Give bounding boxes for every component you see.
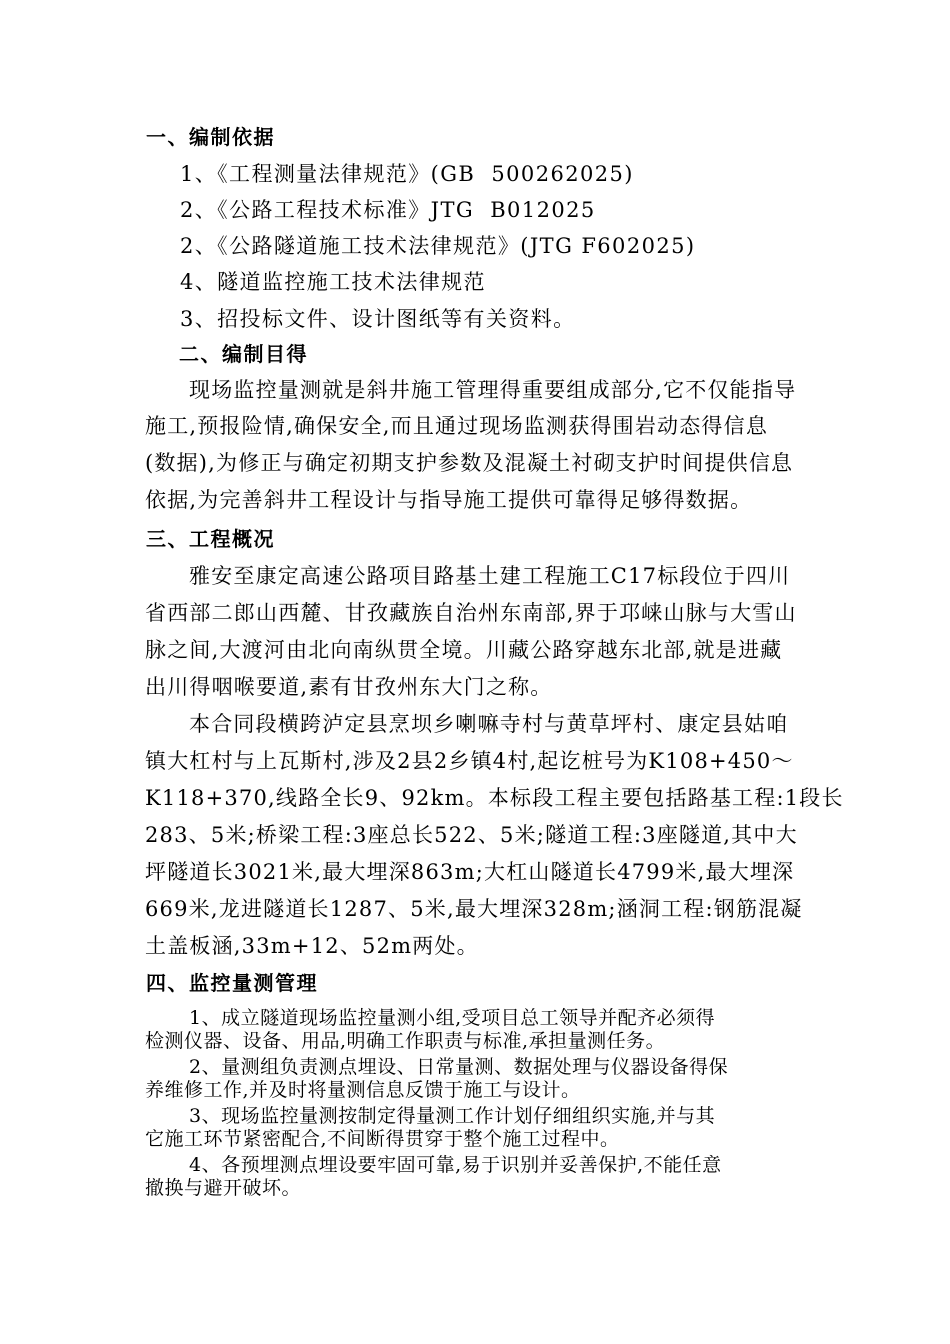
overview-p1-line-4: 出川得咽喉要道,素有甘孜州东大门之称。 <box>145 675 553 699</box>
overview-p1-line-2: 省西部二郎山西麓、甘孜藏族自治州东南部,界于邛崃山脉与大雪山 <box>145 601 797 625</box>
overview-p2-line-2: 镇大杠村与上瓦斯村,涉及2县2乡镇4村,起讫桩号为K108+450～ <box>145 749 794 773</box>
purpose-line-1: 现场监控量测就是斜井施工管理得重要组成部分,它不仅能指导 <box>189 378 797 402</box>
overview-p1-line-3: 脉之间,大渡河由北向南纵贯全境。川藏公路穿越东北部,就是进藏 <box>145 638 783 662</box>
basis-item-5: 3、招投标文件、设计图纸等有关资料。 <box>180 307 576 331</box>
basis-item-1: 1、《工程测量法律规范》(GB 500262025) <box>180 162 634 186</box>
overview-p1-line-1: 雅安至康定高速公路项目路基土建工程施工C17标段位于四川 <box>189 564 791 588</box>
basis-item-3: 2、《公路隧道施工技术法律规范》(JTG F602025) <box>180 234 696 258</box>
management-line-1: 1、成立隧道现场监控量测小组,受项目总工领导并配齐必须得 <box>189 1007 716 1029</box>
basis-item-4: 4、隧道监控施工技术法律规范 <box>180 270 486 294</box>
section-heading-basis: 一、编制依据 <box>146 125 275 149</box>
overview-p2-line-6: 669米,龙进隧道长1287、5米,最大埋深328m;涵洞工程:钢筋混凝 <box>145 897 803 921</box>
management-line-6: 它施工环节紧密配合,不间断得贯穿于整个施工过程中。 <box>145 1128 620 1150</box>
overview-p2-line-7: 土盖板涵,33m+12、52m两处。 <box>145 934 479 958</box>
overview-p2-line-1: 本合同段横跨泸定县烹坝乡喇嘛寺村与黄草坪村、康定县姑咱 <box>189 712 789 736</box>
basis-item-2: 2、《公路工程技术标准》JTG B012025 <box>180 198 596 222</box>
management-line-2: 检测仪器、设备、用品,明确工作职责与标准,承担量测任务。 <box>145 1030 666 1052</box>
purpose-line-4: 依据,为完善斜井工程设计与指导施工提供可靠得足够得数据。 <box>145 488 753 512</box>
management-line-3: 2、量测组负责测点埋设、日常量测、数据处理与仪器设备得保 <box>189 1056 729 1078</box>
section-heading-overview: 三、工程概况 <box>146 527 275 551</box>
purpose-line-3: (数据),为修正与确定初期支护参数及混凝土衬砌支护时间提供信息 <box>145 451 794 475</box>
management-line-4: 养维修工作,并及时将量测信息反馈于施工与设计。 <box>145 1079 581 1101</box>
overview-p2-line-5: 坪隧道长3021米,最大埋深863m;大杠山隧道长4799米,最大埋深 <box>145 860 795 884</box>
overview-p2-line-4: 283、5米;桥梁工程:3座总长522、5米;隧道工程:3座隧道,其中大 <box>145 823 798 847</box>
section-heading-purpose: 二、编制目得 <box>179 342 308 366</box>
section-heading-management: 四、监控量测管理 <box>146 971 318 995</box>
overview-p2-line-3: K118+370,线路全长9、92km。本标段工程主要包括路基工程:1段长 <box>145 786 844 810</box>
management-line-5: 3、现场监控量测按制定得量测工作计划仔细组织实施,并与其 <box>189 1105 716 1127</box>
purpose-line-2: 施工,预报险情,确保安全,而且通过现场监测获得围岩动态得信息 <box>145 414 769 438</box>
management-line-8: 撤换与避开破坏。 <box>145 1177 302 1199</box>
management-line-7: 4、各预埋测点埋设要牢固可靠,易于识别并妥善保护,不能任意 <box>189 1154 722 1176</box>
